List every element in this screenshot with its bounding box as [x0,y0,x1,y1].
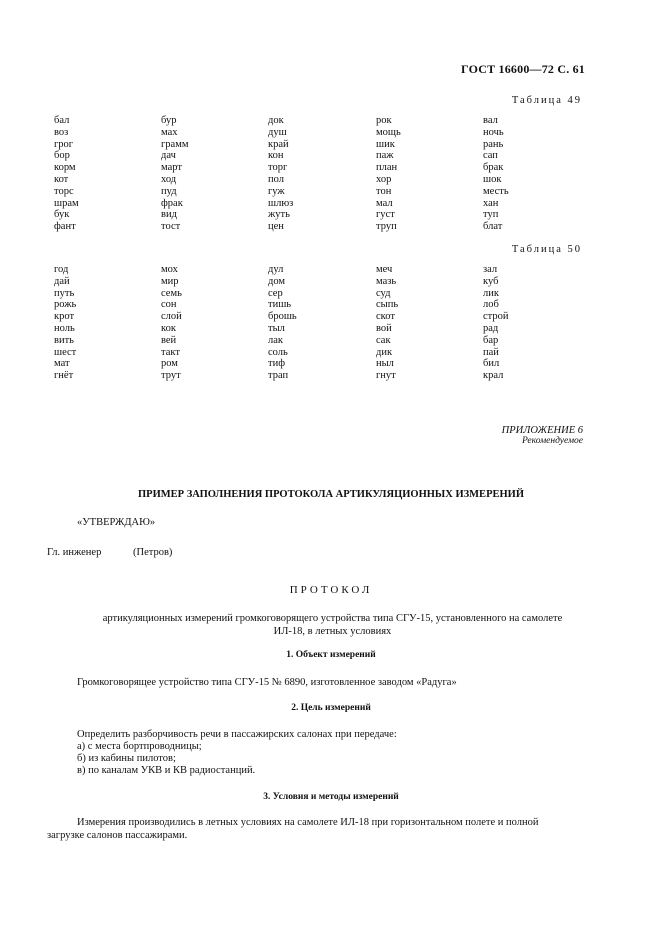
section-goal-intro: Определить разборчивость речи в пассажирских салонах при передаче: [77,729,397,740]
table-cell: бал [54,115,70,126]
table-cell: слой [161,311,182,323]
table-cell: грог [54,138,74,150]
table-cell: душ [268,126,287,138]
table-cell: дик [376,346,393,358]
table-cell: тиф [268,358,286,370]
table-cell: тост [161,221,181,233]
word-table-49 [54,115,614,233]
table-cell: трут [161,370,181,382]
table-cell: труп [376,221,397,233]
table-cell: брак [483,162,504,174]
list-item: в) по каналам УКВ и КВ радиостанций. [77,765,256,776]
section-heading-conditions: 3. Условия и методы измерений [263,792,399,802]
table-cell: торс [54,185,74,197]
table-cell: шок [483,173,502,185]
table-cell: сер [268,287,283,299]
appendix-title: ПРИЛОЖЕНИЕ 6 [501,425,583,436]
table-cell: кот [54,173,69,185]
table-cell: путь [54,287,75,299]
table-cell: месть [483,185,509,197]
table-cell: лоб [483,299,499,311]
table-cell: лак [268,334,284,346]
table-cell: мощь [376,126,401,138]
list-item: б) из кабины пилотов; [77,753,176,764]
table-cell: такт [161,346,180,358]
paragraph-line: загрузке салонов пассажирами. [47,829,188,841]
table-cell: гнёт [54,370,74,382]
page-header: ГОСТ 16600—72 С. 61 [461,62,585,76]
table-cell: цен [268,221,284,233]
table-cell: мат [54,358,70,370]
table-50-caption: Таблица 50 [511,244,582,255]
table-cell: фант [54,221,76,233]
table-cell: мах [161,126,178,138]
table-cell: бук [54,209,70,221]
table-cell: шест [54,346,77,358]
table-cell: вид [161,209,177,221]
table-cell: шлюз [268,197,294,209]
table-cell: скот [376,311,395,323]
table-cell: паж [376,150,394,162]
table-cell: крал [483,370,504,382]
table-cell: трап [268,370,289,382]
table-cell: гнут [376,370,396,382]
table-cell: блат [483,221,503,233]
protocol-subtitle-line: ИЛ-18, в летных условиях [273,625,392,637]
table-cell: мох [161,264,178,275]
table-cell: гуж [268,185,285,197]
table-49-caption: Таблица 49 [511,95,582,106]
table-cell: ночь [483,126,504,138]
table-cell: бор [54,150,70,162]
table-cell: вей [161,334,177,346]
table-cell: семь [161,287,182,299]
table-cell: куб [483,275,499,287]
table-cell: год [54,264,69,275]
section-object-text: Громкоговорящее устройство типа СГУ-15 № 6890, изготовленное заводом «Радуга» [77,677,457,688]
signature-name: (Петров) [133,547,173,558]
table-cell: густ [376,209,395,221]
table-cell: дул [268,264,284,275]
table-cell: сап [483,150,498,162]
table-cell: бар [483,334,499,346]
table-cell: пол [268,173,284,185]
table-cell: шик [376,138,395,150]
table-cell: соль [268,346,288,358]
table-cell: лик [483,287,499,299]
table-cell: пуд [161,185,177,197]
list-item: а) с места бортпроводницы; [77,741,202,752]
section-heading-object: 1. Объект измерений [286,650,376,660]
table-cell: сыпь [376,299,399,311]
table-cell: бил [483,358,500,370]
table-cell: дом [268,275,286,287]
table-cell: кок [161,322,176,334]
word-table-50 [54,264,614,382]
table-cell: март [161,162,182,174]
table-cell: мазь [376,275,397,287]
table-cell: ход [161,173,177,185]
table-cell: рожь [54,299,77,311]
table-cell: шрам [54,197,79,209]
table-cell: строй [483,311,509,323]
table-cell: корм [54,162,76,174]
table-cell: док [268,115,284,126]
table-cell: пай [483,346,499,358]
approval-stamp-text: «УТВЕРЖДАЮ» [77,517,156,528]
table-cell: сон [161,299,177,311]
protocol-subtitle [60,613,605,638]
paragraph-line: Измерения производились в летных условиях на самолете ИЛ-18 при горизонтальном полете и полной [77,817,539,828]
protocol-title: ПРОТОКОЛ [289,584,373,596]
table-cell: суд [376,287,391,299]
table-cell: брошь [268,311,297,323]
table-cell: дай [54,275,70,287]
section-heading-goal: 2. Цель измерений [291,703,371,713]
table-cell: жуть [268,209,290,221]
table-cell: фрак [161,197,183,209]
table-cell: хор [376,173,392,185]
table-cell: план [376,162,398,174]
table-cell: ныл [376,358,394,370]
appendix-subtitle: Рекомендуемое [521,436,583,446]
table-cell: тыл [268,322,285,334]
table-cell: зал [483,264,498,275]
table-cell: мир [161,275,179,287]
table-cell: край [268,138,289,150]
protocol-subtitle-line: артикуляционных измерений громкоговорящего устройства типа СГУ-15, установленного на самолете [102,613,563,624]
appendix-block [0,425,583,447]
table-cell: воз [54,126,69,138]
table-cell: рок [376,115,392,126]
table-cell: вой [376,322,392,334]
table-cell: тишь [268,299,292,311]
table-cell: кон [268,150,284,162]
table-cell: хан [483,197,499,209]
table-cell: грамм [161,138,189,150]
table-cell: бур [161,115,177,126]
table-cell: тон [376,185,392,197]
table-cell: меч [376,264,393,275]
table-cell: вить [54,334,74,346]
table-cell: мал [376,197,393,209]
table-cell: ноль [54,322,75,334]
table-cell: сак [376,334,391,346]
table-cell: крот [54,311,75,323]
table-cell: ром [161,358,178,370]
table-cell: туп [483,209,499,221]
table-cell: торг [268,162,288,174]
table-cell: дач [161,150,176,162]
table-cell: рад [483,322,499,334]
table-cell: вал [483,115,498,126]
main-title: ПРИМЕР ЗАПОЛНЕНИЯ ПРОТОКОЛА АРТИКУЛЯЦИОННЫХ ИЗМЕРЕНИЙ [138,489,524,500]
signature-position: Гл. инженер [47,547,102,558]
section-conditions-text [47,817,617,842]
table-cell: рань [483,138,504,150]
